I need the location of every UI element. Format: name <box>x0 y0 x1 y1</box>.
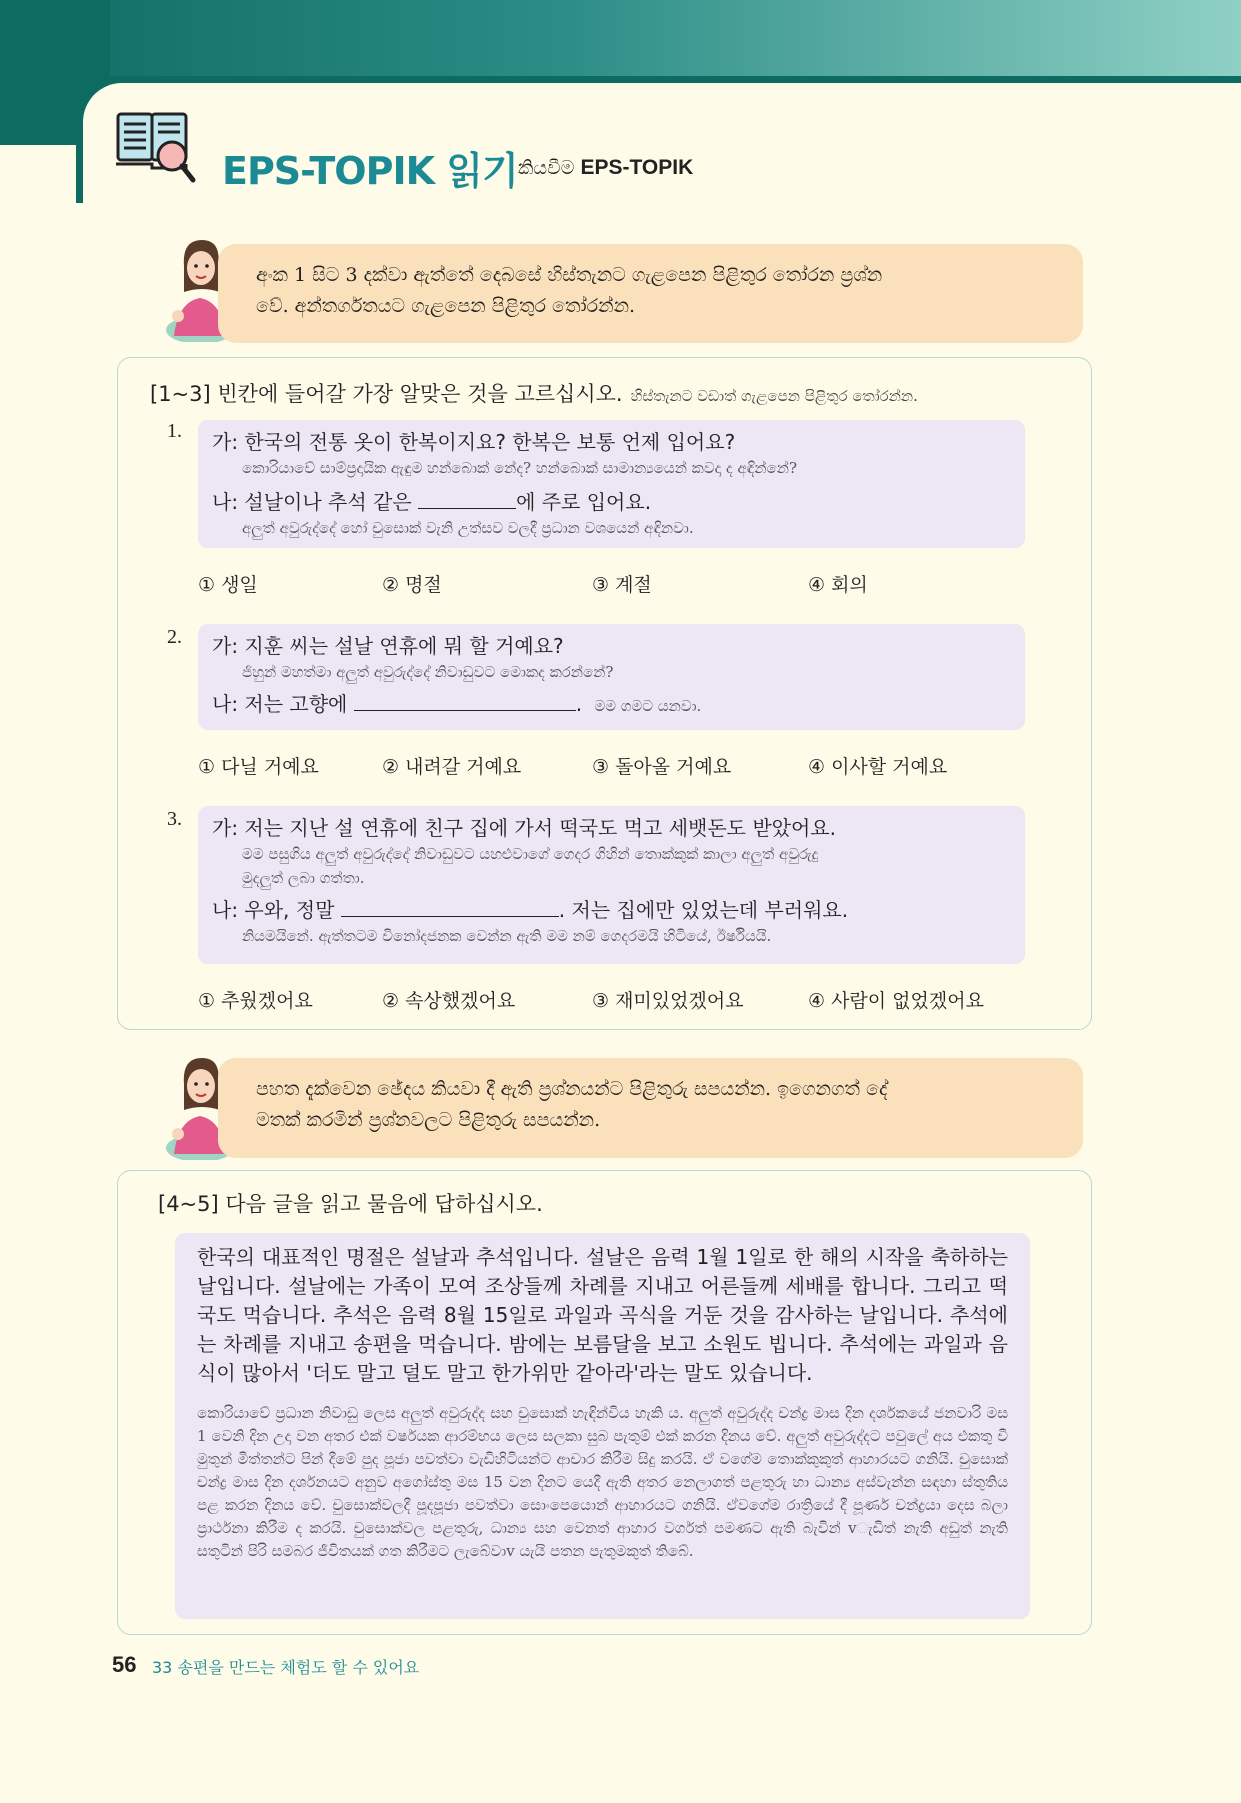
question-number: 3. <box>167 808 182 830</box>
question-2-dialogue <box>198 624 1025 730</box>
section-1-heading <box>150 378 918 408</box>
question-2-line-b <box>212 690 1011 718</box>
question-2-b-post: . <box>575 692 583 716</box>
instruction-2-line1: පහත දැක්වෙන ඡේදය කියවා දී ඇති ප්‍රශ්නයන්ට පිළිතුරු සපයන්න. ඉගෙනගත් දේ <box>256 1078 888 1100</box>
question-1-b-pre: 나: 설날이나 추석 같은 <box>212 490 419 514</box>
subtitle-sinhala: කියවීම <box>518 157 575 179</box>
question-1-option-1[interactable]: ① 생일 <box>198 574 258 596</box>
question-3-b-post: . 저는 집에만 있었는데 부러워요. <box>558 898 849 922</box>
instruction-1-line2: වේ. අන්තර්ගතයට ගැළපෙන පිළිතුර තෝරන්න. <box>256 295 636 317</box>
reading-passage <box>175 1233 1030 1619</box>
question-3-option-2[interactable]: ② 속상했겠어요 <box>382 990 516 1012</box>
page-title: EPS-TOPIK 읽기 <box>222 149 518 193</box>
question-2-line-a-si: ජිහුන් මහත්මා අලුත් අවුරුද්දේ නිවාඩුවට මොකද කරන්නේ? <box>242 663 614 681</box>
question-1-line-b-si: අලුත් අවුරුද්දේ හෝ චුසොක් වැනි උත්සව වලදී ප්‍රධාන වශයෙන් අඳිනවා. <box>242 519 694 537</box>
question-1-b-post: 에 주로 입어요. <box>516 490 652 514</box>
instruction-1-line1: අංක 1 සිට 3 දක්වා ඇත්තේ දෙබසේ හිස්තැනට ගැළපෙන පිළිතුර තෝරන ප්‍රශ්න <box>256 264 883 286</box>
question-3-option-1[interactable]: ① 추웠겠어요 <box>198 990 313 1012</box>
passage-sinhala: කොරියාවේ ප්‍රධාන නිවාඩු ලෙස අලුත් අවුරුද්ද සහ චුසොක් හැඳින්විය හැකි ය. අලුත් අවුරුද්ද චන්ද්‍ර මාස දින දර්ශකයේ ජනවාරි මස 1 වෙනි දින උදා වන අතර එක් වර්ෂයක ආරම්භය ලෙස සලකා සුබ පැතුම් එක් කරන දිනය වේ. අලුත් අවුරුද්දට පවුලේ අය එකතු වී මුතුන් මිත්තන්ට පින් දීමේ පුද පූජා පවත්වා වැඩිහිටියන්ට ආචාර කිරීම සිදු කරයි. ඒ වගේම තොක්කුකුත් ආහාරයට ගනියි. චුසොක් චන්ද්‍ර මාස දින දර්ශනයට අනුව අගෝස්තු මස 15 වන දිනට යෙදී ඇති අතර නෙලාගත් පළතුරු හා ධාන්‍ය අස්වැන්න සඳහා ස්තුතිය පළ කරන දිනය වේ. චුසොක්වලදී පූදපූජා පවත්වා සොංපෙයොන් ආහාරයට ගනියි. ඒවගේම රාත්‍රියේ දී පූර්ණ චන්ද්‍රයා දෙස බලා ප්‍රාර්ථනා කිරීම ද කරයි. චුසොක්වල පළතුරු, ධාන්‍ය සහ වෙනත් ආහාර වර්ගත් පමණට ඇති බැවින් vැඩිත් නැති අඩුත් නැති සතුටින් පිරි සමබර ජීවිතයක් ගත කිරීමට ලැබේවාv යැයි පතන පැතුමකුත් තිබේ. <box>197 1404 1008 1560</box>
section-1-heading-si: හිස්තැනට වඩාත් ගැළපෙන පිළිතුර තෝරන්න. <box>630 387 918 405</box>
question-number: 1. <box>167 420 182 442</box>
page-number: 56 <box>112 1652 137 1677</box>
question-3-option-3[interactable]: ③ 재미있었겠어요 <box>592 990 744 1012</box>
question-2-line-b-si: මම ගමට යනවා. <box>594 697 702 715</box>
question-2-option-1[interactable]: ① 다닐 거예요 <box>198 756 319 778</box>
passage-korean: 한국의 대표적인 명절은 설날과 추석입니다. 설날은 음력 1월 1일로 한 해의 시작을 축하하는 날입니다. 설날에는 가족이 모여 조상들께 차례를 지내고 어른들께 세배를 합니다. 그리고 떡국도 먹습니다. 추석은 음력 8월 15일로 과일과 곡식을 거둔 것을 감사하는 날입니다. 추석에는 차례를 지내고 송편을 먹습니다. 밤에는 보름달을 보고 소원도 빕니다. 추석에는 과일과 음식이 많아서 '더도 말고 덜도 말고 한가위만 같아라'라는 말도 있습니다. <box>197 1245 1008 1385</box>
answer-blank <box>354 692 576 711</box>
answer-blank <box>341 898 559 917</box>
question-1-option-2[interactable]: ② 명절 <box>382 574 442 596</box>
chapter-title: 33 송편을 만드는 체험도 할 수 있어요 <box>152 1658 420 1677</box>
instruction-2-line2: මතක් කරමින් ප්‍රශ්නවලට පිළිතුරු සපයන්න. <box>256 1109 601 1131</box>
question-1-option-3[interactable]: ③ 계절 <box>592 574 652 596</box>
question-3-b-pre: 나: 우와, 정말 <box>212 898 341 922</box>
question-1-line-b <box>212 488 1011 516</box>
question-3-line-a: 가: 저는 지난 설 연휴에 친구 집에 가서 떡국도 먹고 세뱃돈도 받았어요. <box>212 816 836 840</box>
instruction-bubble-1 <box>218 244 1083 343</box>
subtitle-bold: EPS-TOPIK <box>580 156 694 179</box>
page-subtitle <box>518 156 693 180</box>
question-1-line-a: 가: 한국의 전통 옷이 한복이지요? 한복은 보통 언제 입어요? <box>212 430 736 454</box>
question-3-line-b <box>212 896 1011 924</box>
question-3-line-a-si-1: මම පසුගිය අලුත් අවුරුද්දේ නිවාඩුවට යහළුවාගේ ගෙදර ගිහින් තොක්කුක් කාලා අලුත් අවුරුදු <box>242 845 819 863</box>
question-2-option-3[interactable]: ③ 돌아올 거예요 <box>592 756 732 778</box>
question-3-line-a-si-2: මුදලුත් ලබා ගත්තා. <box>242 869 365 887</box>
question-2-line-a: 가: 지훈 씨는 설날 연휴에 뭐 할 거예요? <box>212 634 564 658</box>
question-1-option-4[interactable]: ④ 회의 <box>808 574 868 596</box>
book-magnifier-icon <box>116 110 196 186</box>
question-1-dialogue <box>198 420 1025 548</box>
section-1-heading-ko: [1~3] 빈칸에 들어갈 가장 알맞은 것을 고르십시오. <box>150 382 623 406</box>
section-2-heading: [4~5] 다음 글을 읽고 물음에 답하십시오. <box>158 1192 543 1216</box>
question-3-line-b-si: නියමයිනේ. ඇත්තටම විනෝදජනක වෙන්න ඇති මම නම් ගෙදරමයි හිටියේ, ඊර්ෂියයි. <box>242 927 772 945</box>
question-2-option-2[interactable]: ② 내려갈 거예요 <box>382 756 522 778</box>
question-2-option-4[interactable]: ④ 이사할 거예요 <box>808 756 948 778</box>
question-2-b-pre: 나: 저는 고향에 <box>212 692 354 716</box>
header-band <box>0 0 1241 78</box>
question-3-dialogue <box>198 806 1025 964</box>
question-3-option-4[interactable]: ④ 사람이 없었겠어요 <box>808 990 984 1012</box>
question-number: 2. <box>167 626 182 648</box>
question-1-line-a-si: කොරියාවේ සාම්ප්‍රදායික ඇඳුම හන්බොක් නේද? හන්බොක් සාමාන්‍යයෙන් කවදා ද අඳින්නේ? <box>242 459 797 477</box>
instruction-bubble-2 <box>218 1058 1083 1158</box>
answer-blank <box>418 490 516 509</box>
